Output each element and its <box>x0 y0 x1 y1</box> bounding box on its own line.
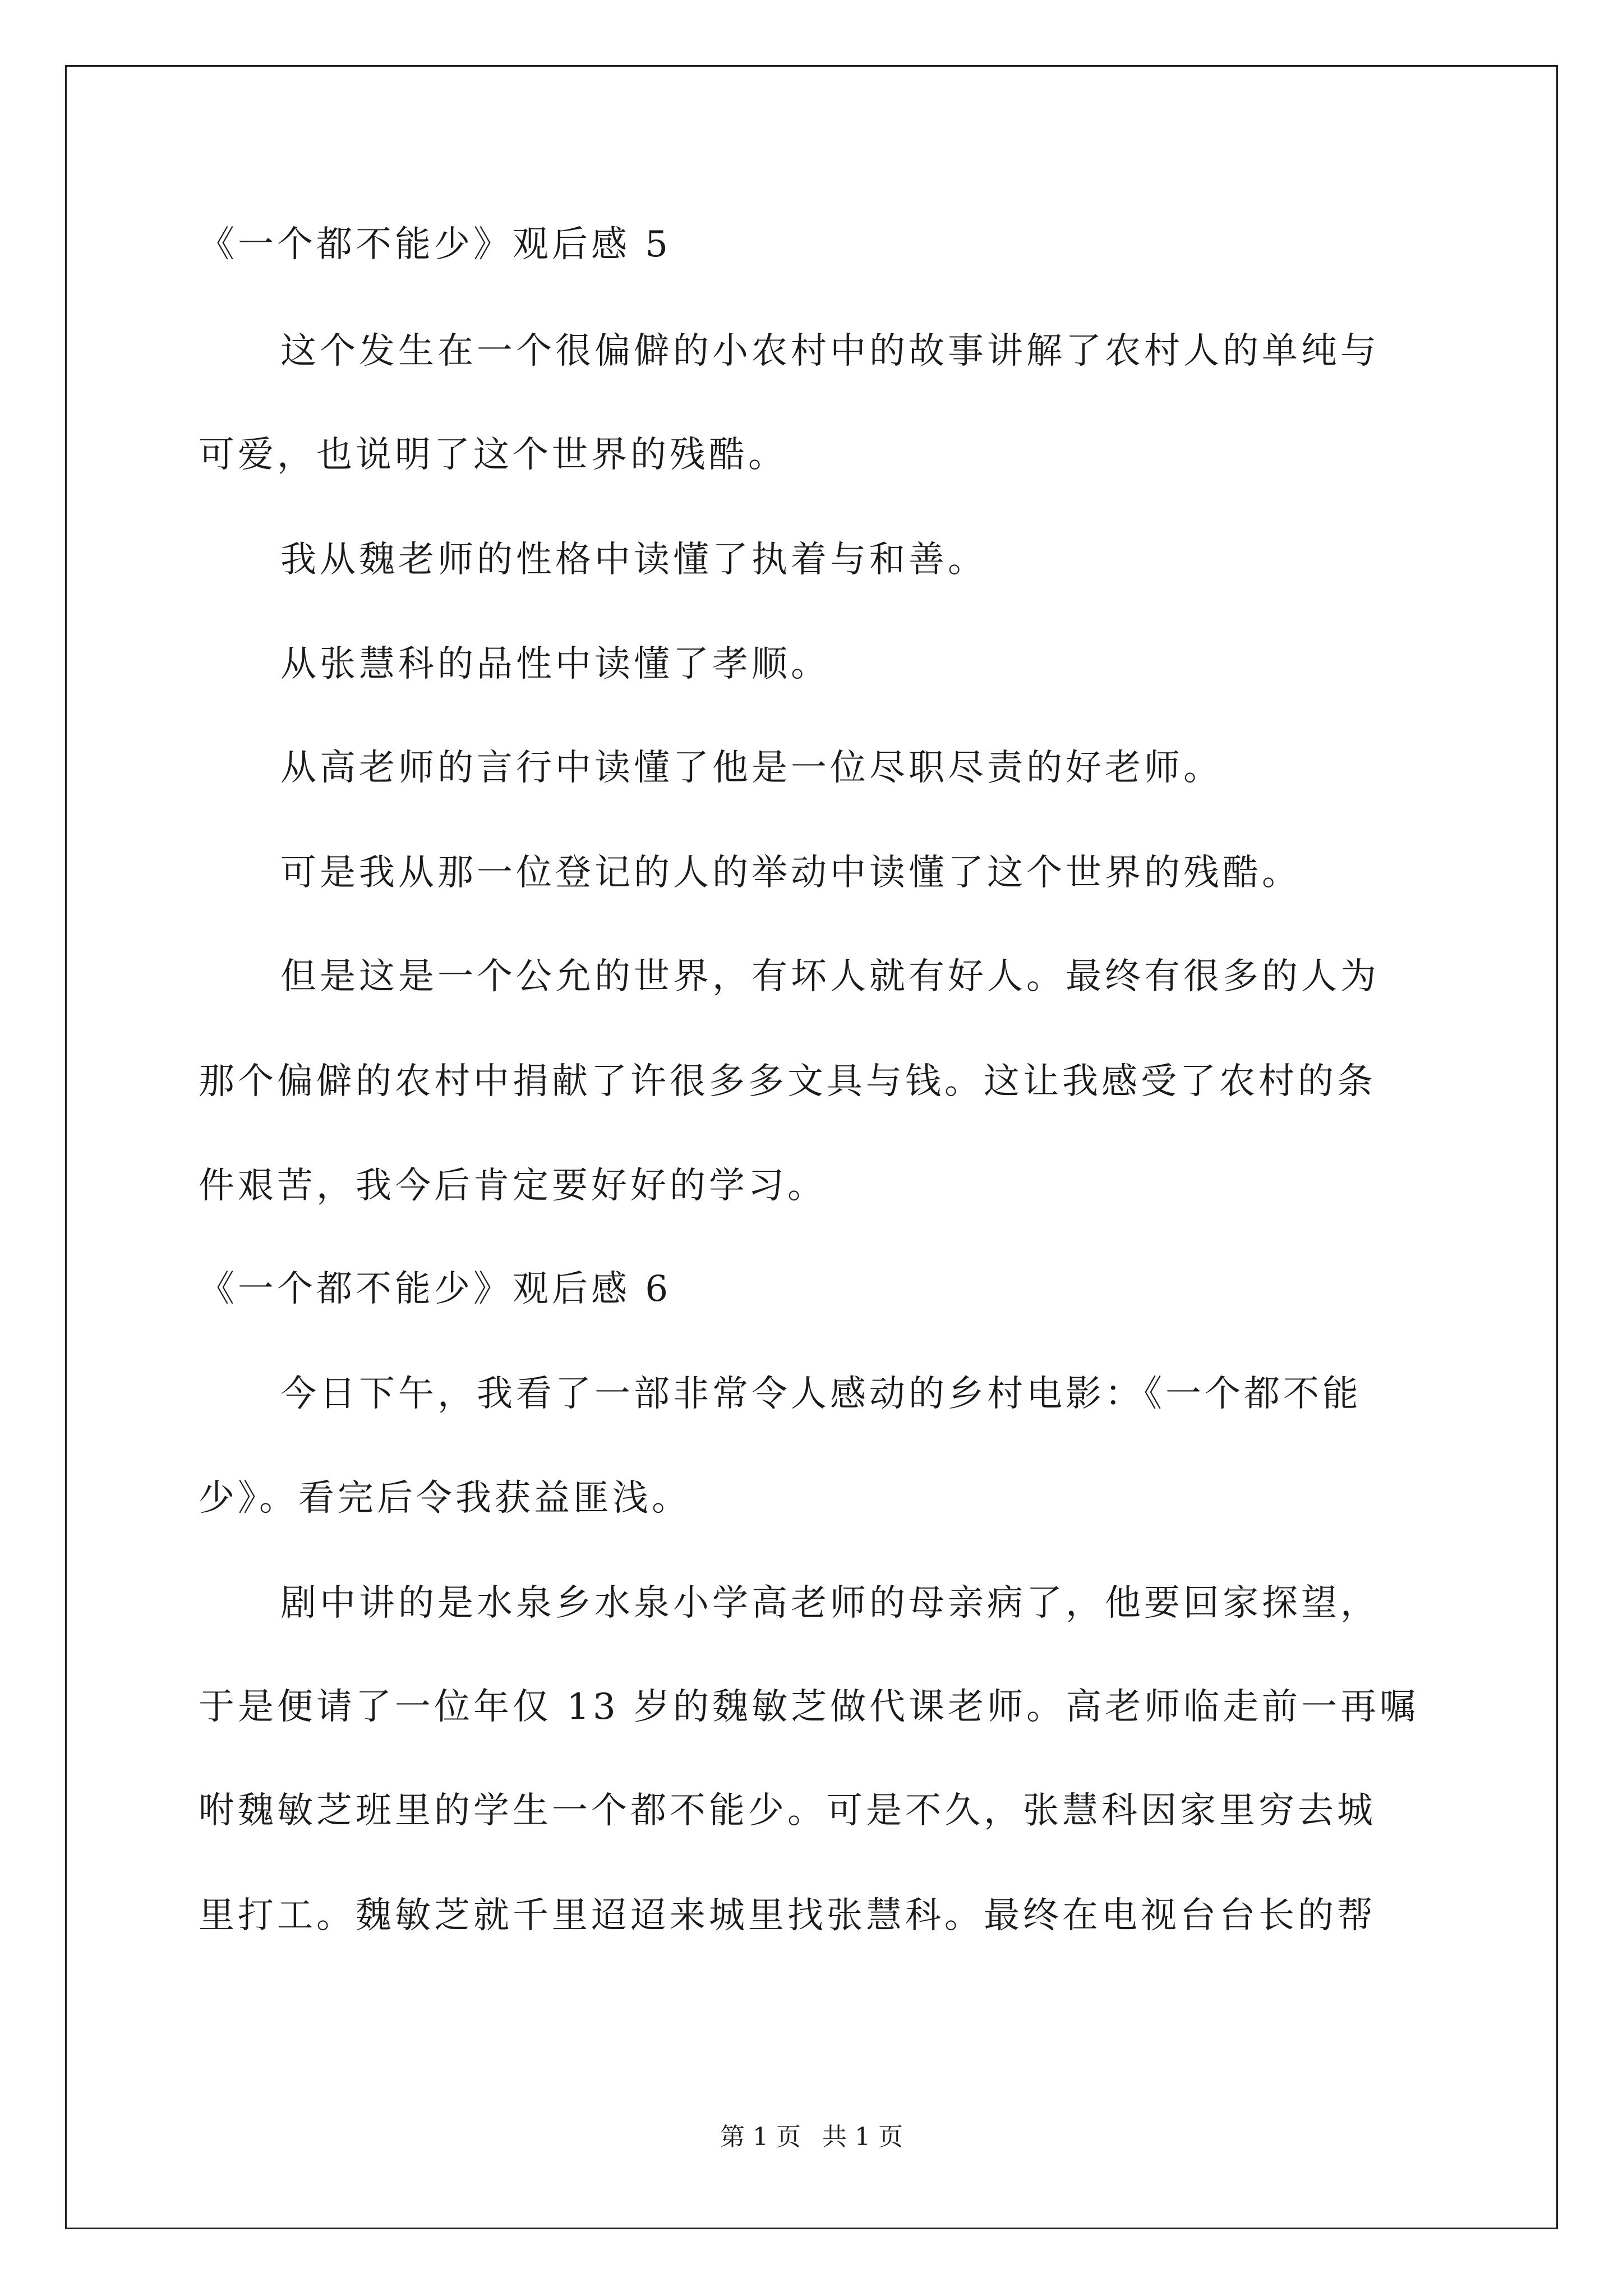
paragraph-line: 从张慧科的品性中读懂了孝顺。 <box>280 643 830 685</box>
page-number: 第 1 页 <box>720 2123 801 2151</box>
page-total: 共 1 页 <box>822 2123 903 2151</box>
paragraph-line: 这个发生在一个很偏僻的小农村中的故事讲解了农村人的单纯与 <box>280 330 1380 372</box>
page-footer <box>0 2120 1623 2154</box>
section-heading: 《一个都不能少》观后感 5 <box>199 224 672 265</box>
paragraph-line: 但是这是一个公允的世界，有坏人就有好人。最终有很多的人为 <box>280 956 1380 997</box>
paragraph-line: 那个偏僻的农村中捐献了许很多多文具与钱。这让我感受了农村的条 <box>199 1061 1376 1102</box>
paragraph-line: 咐魏敏芝班里的学生一个都不能少。可是不久，张慧科因家里穷去城 <box>199 1790 1376 1832</box>
paragraph-line: 里打工。魏敏芝就千里迢迢来城里找张慧科。最终在电视台台长的帮 <box>199 1895 1376 1936</box>
paragraph-line: 今日下午，我看了一部非常令人感动的乡村电影：《一个都不能 <box>280 1373 1362 1415</box>
paragraph-line: 于是便请了一位年仅 13 岁的魏敏芝做代课老师。高老师临走前一再嘱 <box>199 1686 1419 1728</box>
paragraph-line: 可爱，也说明了这个世界的残酷。 <box>199 434 787 476</box>
section-heading: 《一个都不能少》观后感 6 <box>199 1268 672 1310</box>
paragraph-line: 少》。看完后令我获益匪浅。 <box>199 1478 691 1519</box>
paragraph-line: 可是我从那一位登记的人的举动中读懂了这个世界的残酷。 <box>280 852 1301 894</box>
paragraph-line: 从高老师的言行中读懂了他是一位尽职尽责的好老师。 <box>280 747 1223 789</box>
paragraph-line: 剧中讲的是水泉乡水泉小学高老师的母亲病了，他要回家探望， <box>280 1582 1380 1624</box>
paragraph-line: 我从魏老师的性格中读懂了执着与和善。 <box>280 539 987 581</box>
paragraph-line: 件艰苦，我今后肯定要好好的学习。 <box>199 1165 827 1207</box>
